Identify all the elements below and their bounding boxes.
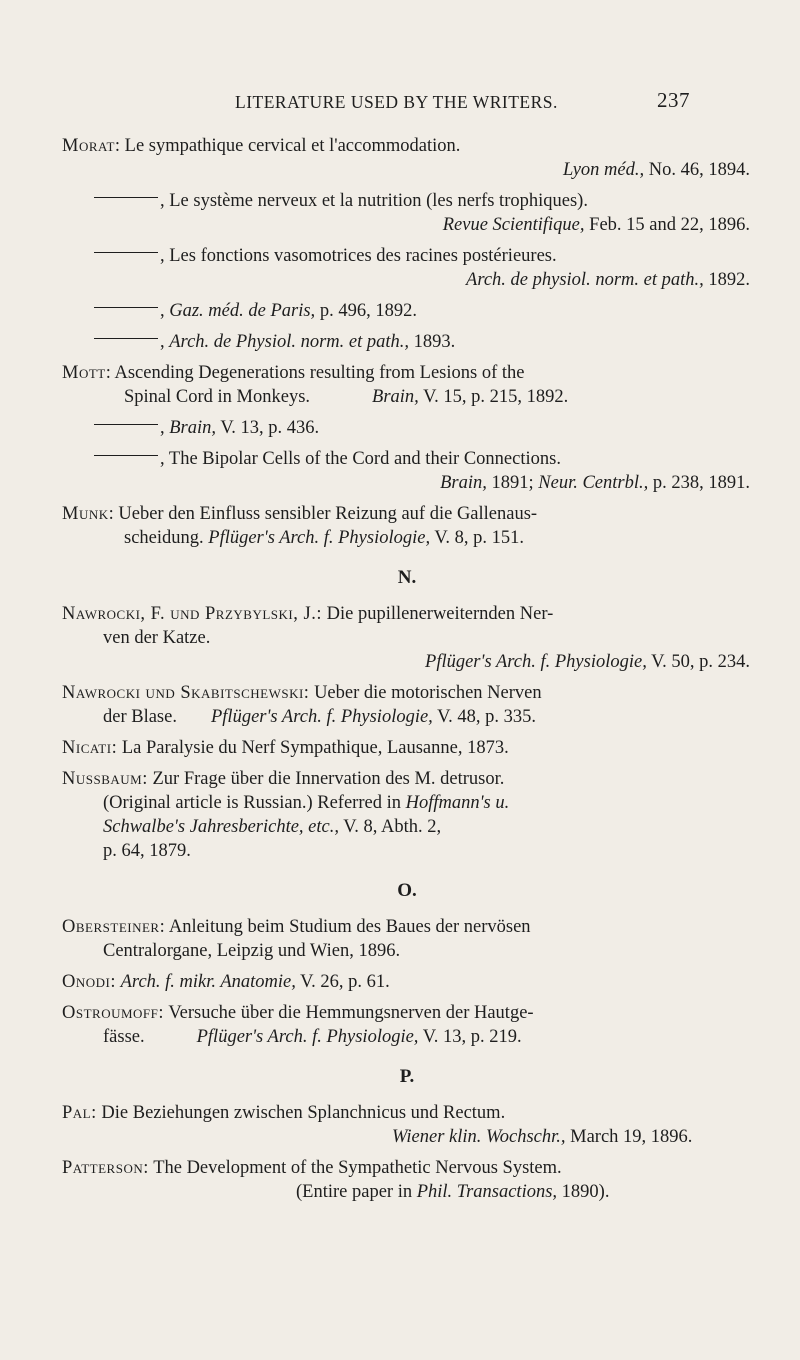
- ditto-dash: [94, 455, 158, 456]
- entry-onodi: [62, 970, 752, 994]
- author-mott: Mott: [62, 363, 106, 383]
- reference-list: [62, 134, 752, 1211]
- citation: 1890).: [561, 1182, 610, 1202]
- title: Les fonctions vasomotrices des racines postérieures.: [169, 246, 557, 266]
- entry-nawrocki-2: [62, 681, 752, 729]
- title: Anleitung beim Studium des Baues der nervösen: [168, 917, 531, 937]
- journal: Schwalbe's Jahresberichte, etc.,: [103, 817, 339, 837]
- author: Onodi:: [62, 972, 116, 992]
- ditto-dash: [94, 338, 158, 339]
- citation: V. 13, p. 436.: [220, 418, 320, 438]
- citation: V. 48, p. 335.: [437, 707, 536, 727]
- title: Le système nerveux et la nutrition (les nerfs trophiques).: [169, 191, 588, 211]
- author: Nawrocki, F. und Przybylski, J.:: [62, 604, 322, 624]
- ditto-dash: [94, 424, 158, 425]
- title: Ueber den Einfluss sensibler Reizung auf die Gallenaus-: [118, 504, 538, 524]
- entry-nussbaum: [62, 767, 752, 863]
- citation: 1892.: [708, 270, 750, 290]
- citation: V. 50, p. 234.: [651, 652, 750, 672]
- title: Ueber die motorischen Nerven: [314, 683, 542, 703]
- journal: Lyon méd.,: [562, 160, 645, 180]
- title-cont: Centralorgane, Leipzig und Wien, 1896.: [103, 941, 401, 961]
- journal: Pflüger's Arch. f. Physiologie,: [208, 528, 431, 548]
- entry-ostroumoff: [62, 1001, 752, 1049]
- journal: Pflüger's Arch. f. Physiologie,: [196, 1027, 419, 1047]
- author-munk: Munk: [62, 504, 109, 524]
- entry-morat-3: , Les fonctions vasomotrices des racines postérieures. Arch. de physiol. norm. et path., 1892.: [62, 244, 752, 292]
- ditto-dash: [94, 307, 158, 308]
- citation: p. 238, 1891.: [652, 473, 750, 493]
- entry-mott-3: , The Bipolar Cells of the Cord and their Connections. Brain, 1891; Neur. Centrbl., p. 238, 1891.: [62, 447, 752, 495]
- journal: Gaz. méd. de Paris,: [169, 301, 316, 321]
- journal: Brain,: [169, 418, 217, 438]
- entry-nawrocki-1: [62, 602, 752, 674]
- journal: Pflüger's Arch. f. Physiologie,: [210, 707, 433, 727]
- title-cont: Spinal Cord in Monkeys.: [124, 387, 311, 407]
- citation: No. 46, 1894.: [648, 160, 750, 180]
- page-number: 237: [657, 88, 690, 112]
- author: Patterson:: [62, 1158, 149, 1178]
- title-cont: scheidung.: [124, 528, 204, 548]
- entry-morat-5: , Arch. de Physiol. norm. et path., 1893.: [62, 330, 752, 354]
- entry-patterson: [62, 1156, 752, 1204]
- citation: V. 15, p. 215, 1892.: [423, 387, 569, 407]
- title: Le sympathique cervical et l'accommodation.: [124, 136, 461, 156]
- section-letter-p: P.: [399, 1066, 415, 1087]
- citation: p. 496, 1892.: [319, 301, 417, 321]
- author: Nawrocki und Skabitschewski:: [62, 683, 310, 703]
- citation: V. 8, Abth. 2,: [343, 817, 442, 837]
- title: The Development of the Sympathetic Nervous System.: [153, 1158, 562, 1178]
- author: Nicati:: [62, 738, 118, 758]
- title-cont: ven der Katze.: [103, 628, 211, 648]
- note: (Entire paper in: [296, 1182, 413, 1202]
- section-letter-n: N.: [397, 567, 417, 588]
- journal: Wiener klin. Wochschr.,: [392, 1127, 566, 1147]
- ditto-dash: [94, 252, 158, 253]
- note: (Original article is Russian.) Referred in: [103, 793, 401, 813]
- citation: V. 13, p. 219.: [422, 1027, 522, 1047]
- title: Zur Frage über die Innervation des M. detrusor.: [152, 769, 505, 789]
- ditto-dash: [94, 197, 158, 198]
- journal: Pflüger's Arch. f. Physiologie,: [425, 652, 647, 672]
- author: Obersteiner:: [62, 917, 166, 937]
- entry-morat-2: , Le système nerveux et la nutrition (les nerfs trophiques). Revue Scientifique, Feb. 15 and 22, 1896.: [62, 189, 752, 237]
- journal: Arch. f. mikr. Anatomie,: [120, 972, 296, 992]
- title: Die pupillenerweiternden Ner-: [326, 604, 554, 624]
- journal: Arch. de physiol. norm. et path.,: [466, 270, 704, 290]
- author: Ostroumoff:: [62, 1003, 165, 1023]
- entry-munk: Munk: Ueber den Einfluss sensibler Reizung auf die Gallenaus- scheidung. Pflüger's Arch. f. Physiologie, V. 8, p. 151.: [62, 504, 538, 548]
- citation: V. 26, p. 61.: [300, 972, 390, 992]
- title: La Paralysie du Nerf Sympathique, Lausanne, 1873.: [121, 738, 509, 758]
- journal: Brain,: [372, 387, 419, 407]
- entry-mott-1: Mott: Ascending Degenerations resulting from Lesions of the Spinal Cord in Monkeys. Brain, V. 15, p. 215, 1892.: [62, 363, 569, 407]
- entry-morat-4: , Gaz. méd. de Paris, p. 496, 1892.: [62, 299, 752, 323]
- title-cont: der Blase.: [103, 707, 177, 727]
- author: Pal:: [62, 1103, 97, 1123]
- citation: March 19, 1896.: [570, 1127, 693, 1147]
- citation: 1893.: [413, 332, 456, 352]
- running-head: LITERATURE USED BY THE WRITERS.: [235, 92, 558, 112]
- title: Versuche über die Hemmungsnerven der Hautge-: [168, 1003, 534, 1023]
- entry-mott-2: , Brain, V. 13, p. 436.: [62, 416, 752, 440]
- entry-obersteiner: [62, 915, 752, 963]
- title: The Bipolar Cells of the Cord and their Connections.: [168, 449, 561, 469]
- journal: Arch. de Physiol. norm. et path.,: [169, 332, 410, 352]
- entry-morat-1: Morat: Le sympathique cervical et l'accommodation. Lyon méd., No. 46, 1894.: [62, 136, 750, 180]
- entry-nicati: [62, 736, 752, 760]
- citation: Feb. 15 and 22, 1896.: [589, 215, 750, 235]
- citation: 1891;: [491, 473, 534, 493]
- citation: p. 64, 1879.: [103, 841, 191, 861]
- journal: Neur. Centrbl.,: [538, 473, 649, 493]
- section-letter-o: O.: [397, 880, 417, 901]
- journal: Revue Scientifique,: [442, 215, 585, 235]
- title-cont: fässe.: [103, 1027, 145, 1047]
- citation: V. 8, p. 151.: [434, 528, 524, 548]
- journal: Phil. Transactions,: [416, 1182, 558, 1202]
- entry-pal: [62, 1101, 752, 1149]
- author-morat: Morat: [62, 136, 115, 156]
- journal: Brain,: [440, 473, 487, 493]
- title: Die Beziehungen zwischen Splanchnicus und Rectum.: [101, 1103, 506, 1123]
- author: Nussbaum:: [62, 769, 148, 789]
- journal: Hoffmann's u.: [405, 793, 510, 813]
- title: Ascending Degenerations resulting from Lesions of the: [114, 363, 525, 383]
